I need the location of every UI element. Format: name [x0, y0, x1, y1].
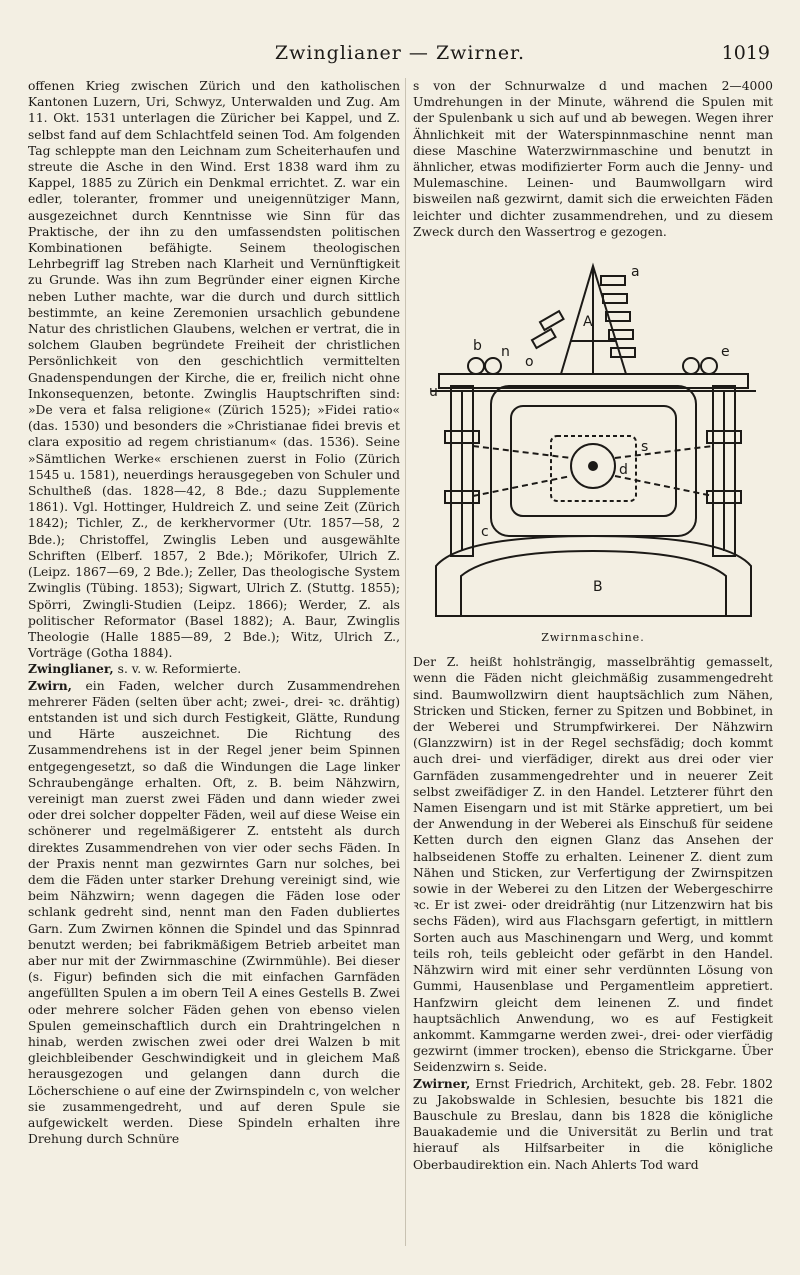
svg-text:c: c — [480, 524, 489, 541]
roller-b — [468, 358, 484, 374]
frame-base — [436, 536, 751, 616]
entry-zwirn-text: ein Faden, welcher durch Zusammendrehen mehrerer Fäden (selten über acht; zwei-, drei- ꝛc. drähtig) entstanden ist und sich durch Festigkeit, Glätte, Rundung und Härte auszeichnet. Die Richtung des Zusammendrehens ist in der Regel jener beim Spinnen entgegengesetzt, so daß die Windungen die Lage linker Schraubengänge erhalten. Oft, z. B. beim Nähzwirn, vereinigt man zuerst zwei Fäden und dann wieder zwei oder drei solcher doppelter Fäden, weil auf diese Weise ein schönerer und regelmäßigerer Z. entsteht als durch direktes Zusammendrehen von vier oder sechs Fäden. In der Praxis nennt man gezwirntes Garn nur solches, bei dem die Fäden unter starker Drehung vereinigt sind, wie beim Nähzwirn; wenn dagegen die Fäden lose oder schlank gedreht sind, nennt man den Faden dubliertes Garn. Zum Zwirnen können die Spindel und das Spinnrad benutzt werden; bei fabrikmäßigem Betrieb arbeitet man aber nur mit der Zwirnmaschine (Zwirnmühle). Bei dieser (s. Figur) befinden sich die mit einfachen Garnfäden angefüllten Spulen a im obern Teil A eines Gestells B. Zwei oder mehrere solcher Fäden gehen von ebenso vielen Spulen gemeinschaftlich durch ein Drahtringelchen n hinab, werden zwischen zwei oder drei Walzen b mit gleichbleibender Geschwindigkeit und in gleichem Maß herausgezogen und gelangen dann durch die Löcherschiene o auf eine der Zwirnspindeln c, von welcher sie zusammengedreht, und auf deren Spule sie aufgewickelt werden. Diese Spindeln erhalten ihre Drehung durch Schnüre — [28, 678, 400, 1147]
paragraph-zwirn-continued: s von der Schnurwalze d und machen 2—4000 Umdrehungen in der Minute, während die Spulen mit der Spulenbank u sich auf und ab bewegen. Wegen ihrer Ähnlichkeit mit der Waterspinnmaschine nennt man diese Maschine Waterzwirnmaschine und benutzt in ähnlicher, etwas modifizierter Form auch die Jenny- und Mulemaschine. Leinen- und Baumwollgarn wird bisweilen naß gezwirnt, damit sich die erweichten Fäden leichter und dichter zusammendrehen, und zu diesem Zweck durch den Wassertrog e gezogen. — [413, 79, 773, 239]
running-head: Zwinglianer — Zwirner. — [274, 42, 526, 64]
spindles-right — [707, 386, 741, 556]
svg-text:s: s — [640, 439, 648, 456]
headword-zwirner: Zwirner, — [413, 1075, 471, 1091]
figure-caption: Zwirnmaschine. — [541, 631, 645, 645]
svg-text:n: n — [500, 344, 510, 361]
frame-body — [491, 386, 696, 536]
svg-text:d: d — [618, 462, 628, 479]
zwirnmaschine-illustration — [421, 246, 766, 626]
left-column — [28, 78, 400, 1147]
headword-zwinglianer: Zwinglianer, — [28, 661, 114, 677]
svg-text:b: b — [472, 338, 482, 355]
svg-text:A: A — [582, 314, 593, 331]
entry-zwinglianer — [28, 661, 400, 677]
entry-zwirner-text: Ernst Friedrich, Architekt, geb. 28. Febr. 1802 zu Jakobswalde in Schlesien, besuchte bis 1821 die Bauschule zu Breslau, dann bis 1828 die königliche Bauakademie und die Universität zu Berlin und trat hierauf als Hilfsarbeiter in die königliche Oberbaudirektion ein. Nach Ahlerts Tod ward — [413, 1076, 773, 1172]
svg-text:a: a — [630, 264, 640, 281]
spindles-left — [445, 386, 479, 556]
entry-zwirner — [413, 1076, 773, 1173]
svg-text:o: o — [524, 354, 534, 371]
page-number: 1019 — [721, 42, 770, 64]
paragraph-zwirn-types: Der Z. heißt hohlsträngig, masselbrähtig gemasselt, wenn die Fäden nicht gleichmäßig zusammengedreht sind. Baumwollzwirn dient hauptsächlich zum Nähen, Stricken und Sticken, ferner zu Spitzen und Bobbinet, in der Weberei und Strumpfwirkerei. Der Nähzwirn (Glanzzwirn) ist in der Regel sechsfädig; doch kommt auch drei- und vierfädiger, direkt aus drei oder vier Garnfäden zusammengedrehter und in neuerer Zeit selbst zweifädiger Z. in den Handel. Letzterer führt den Namen Eisengarn und ist mit Stärke appretiert, um bei der Anwendung in der Weberei als Einschuß für seidene Ketten durch den eignen Glanz das Ansehen der halbseidenen Stoffe zu erhalten. Leinener Z. dient zum Nähen und Sticken, zur Verfertigung der Zwirnspitzen sowie in der Weberei zu den Litzen der Webergeschirre ꝛc. Er ist zwei- oder dreidrähtig (nur Litzenzwirn hat bis sechs Fäden), wird aus Flachsgarn gefertigt, in mittlern Sorten auch aus Maschinengarn und Werg, und kommt teils roh, teils gebleicht oder gefärbt in den Handel. Nähzwirn wird mit einer sehr verdünnten Lösung von Gummi, Hausenblase und Pergamentleim appretiert. Hanfzwirn gleicht dem leinenen Z. und findet hauptsächlich Anwendung, wo es auf Festigkeit ankommt. Kammgarne werden zwei-, drei- oder vierfädig gezwirnt (immer trocken), ebenso die Strickgarne. Über Seidenzwirn s. Seide. — [413, 655, 773, 1075]
figure-zwirnmaschine — [413, 246, 773, 646]
column-divider — [405, 78, 406, 1246]
right-column — [413, 78, 773, 1173]
svg-text:e: e — [720, 344, 730, 361]
headword-zwirn: Zwirn, — [28, 677, 72, 693]
entry-zwinglianer-text: s. v. w. Reformierte. — [113, 662, 242, 677]
entry-zwirn — [28, 678, 400, 1148]
paragraph-zwingli-continued: offenen Krieg zwischen Zürich und den katholischen Kantonen Luzern, Uri, Schwyz, Unterwalden und Zug. Am 11. Okt. 1531 unterlagen die Züricher bei Kappel, und Z. selbst fand auf dem Schlachtfeld seinen Tod. Am folgenden Tag schleppte man den Leichnam zum Scheiterhaufen und streute die Asche in den Wind. Erst 1838 ward ihm zu Kappel, 1885 zu Zürich ein Denkmal errichtet. Z. war ein edler, toleranter, frommer und uneigennütziger Mann, ausgezeichnet durch Kenntnisse wie Sinn für das Praktische, der ihn zu den umfassendsten politischen Kombinationen befähigte. Seinem theologischen Lehrbegriff lag Streben nach Klarheit und Vernünftigkeit zu Grunde. Was ihn zum Begründer einer eignen Kirche neben Luther machte, war die durch und durch sittlich bestimmte, an keine Zeremonien ursachlich gebundene Natur des christlichen Glaubens, welchen er vertrat, die in solchem Glauben begründete Freiheit der christlichen Persönlichkeit von den geschichtlich vermittelten Gnadenspendungen der Kirche, die er, freilich nicht ohne Inkonsequenzen, betonte. Zwinglis Hauptschriften sind: »De vera et falsa religione« (Zürich 1525); »Fidei ratio« (das. 1530) und besonders die »Christianae fidei brevis et clara expositio ad regem christianum« (das. 1536). Seine »Sämtlichen Werke« erschienen zuerst in Folio (Zürich 1545 u. 1581), neuerdings herausgegeben von Schuler und Schultheß (das. 1828—42, 8 Bde.; dazu Supplemente 1861). Vgl. Hottinger, Huldreich Z. und seine Zeit (Zürich 1842); Tichler, Z., de kerkhervormer (Utr. 1857—58, 2 Bde.); Christoffel, Zwinglis Leben und ausgewählte Schriften (Elberf. 1857, 2 Bde.); Mörikofer, Ulrich Z. (Leipz. 1867—69, 2 Bde.); Zeller, Das theologische System Zwinglis (Tübing. 1853); Sigwart, Ulrich Z. (Stuttg. 1855); Spörri, Zwingli-Studien (Leipz. 1866); Werder, Z. als politischer Reformator (Basel 1882); A. Baur, Zwinglis Theologie (Halle 1885—89, 2 Bde.); Witz, Ulrich Z., Vorträge (Gotha 1884). — [28, 79, 400, 661]
svg-text:B: B — [592, 579, 603, 596]
svg-text:u: u — [428, 384, 438, 401]
